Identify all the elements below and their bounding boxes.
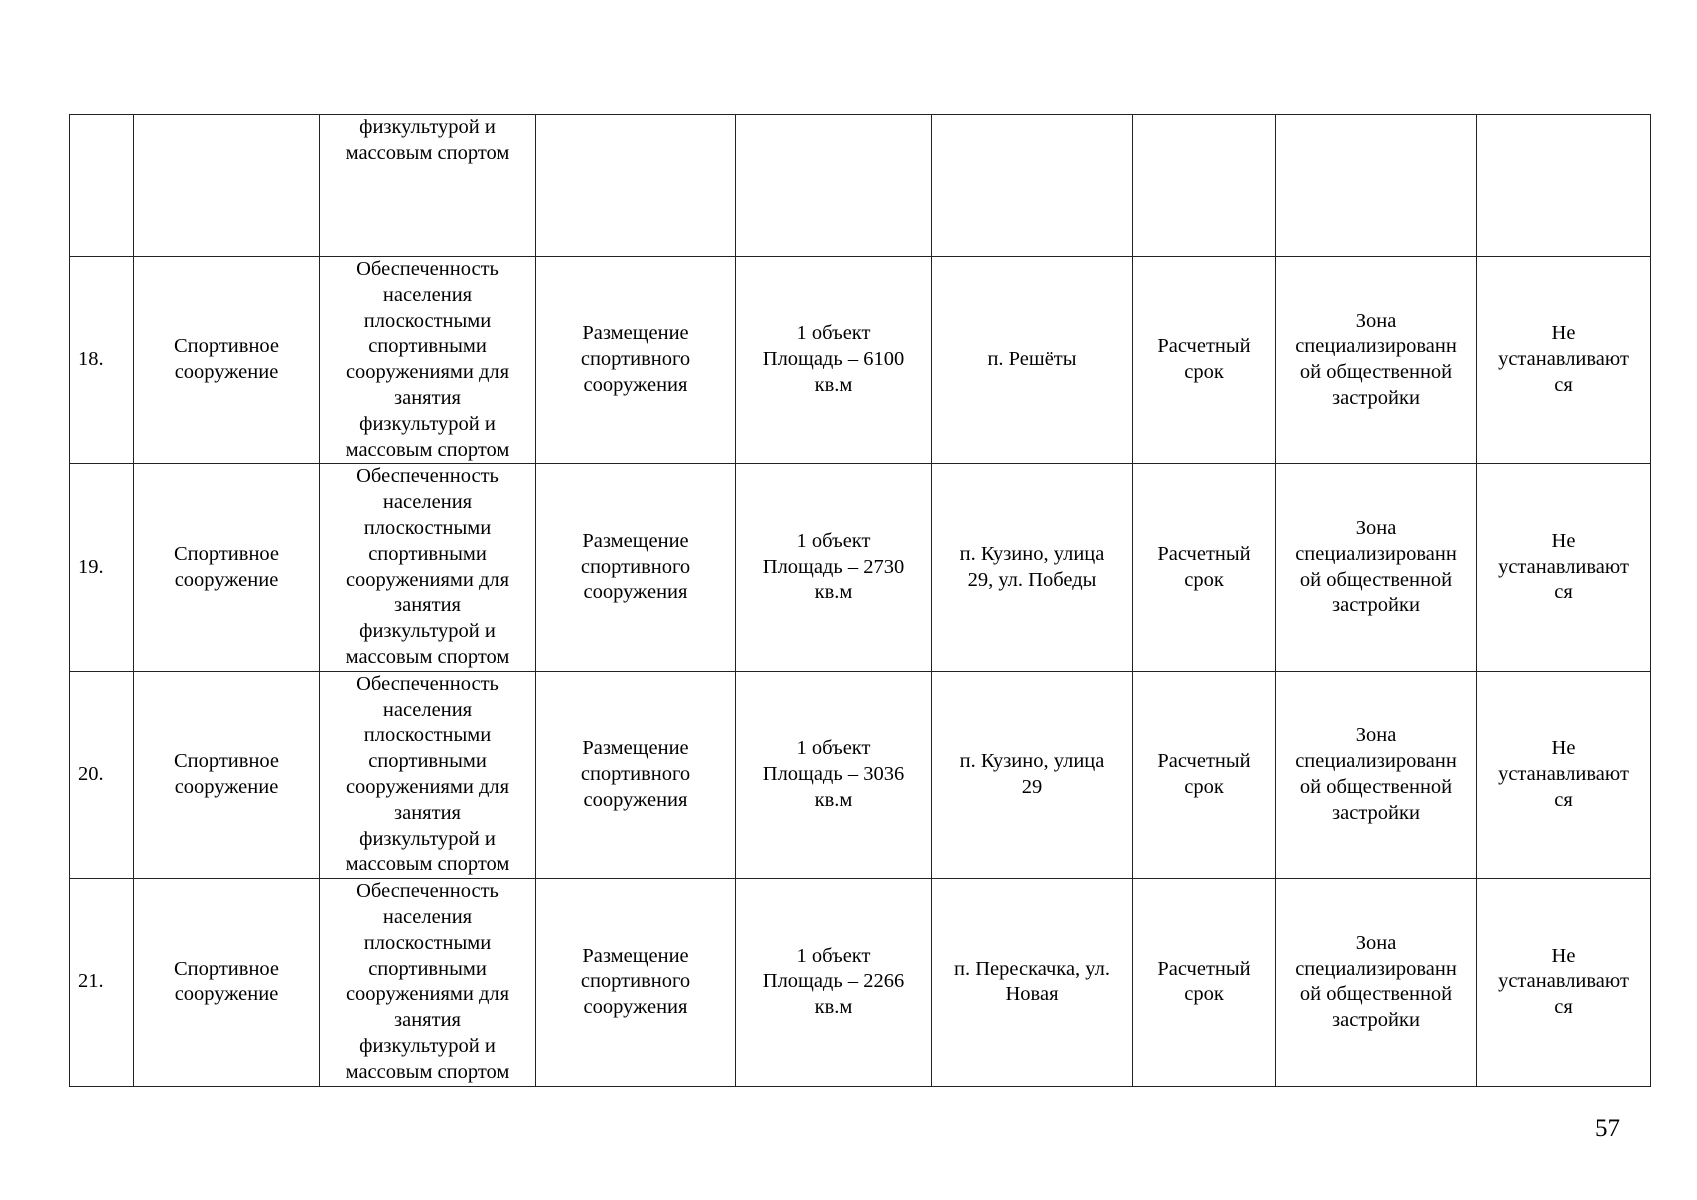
cell-capacity (736, 879, 932, 1086)
cell-indicator (320, 464, 536, 671)
text-line: сооружения (583, 996, 688, 1019)
text-line: Спортивное (173, 542, 280, 565)
text-line: Площадь – 2266 (762, 970, 905, 993)
cell-location (932, 879, 1133, 1086)
text-line: Площадь – 2730 (762, 555, 905, 578)
text-line: застройки (1332, 1009, 1420, 1032)
text-line: сооружениями для (345, 568, 510, 591)
table-row (70, 464, 1651, 671)
text-line: ся (1554, 581, 1573, 604)
text-line: кв.м (814, 581, 853, 604)
text-line: спортивными (368, 957, 487, 980)
text-line: занятия (394, 801, 461, 824)
cell-indicator (320, 115, 536, 257)
text-line: ой общественной (1299, 361, 1453, 384)
text-line: 1 объект (796, 944, 871, 967)
text-line: устанавливают (1498, 555, 1629, 578)
text-line: плоскостными (363, 516, 492, 539)
text-line: Расчетный (1157, 335, 1251, 358)
cell-purpose (536, 671, 736, 878)
text-line: спортивного (580, 555, 691, 578)
cell-purpose (536, 879, 736, 1086)
text-line: срок (1184, 568, 1224, 591)
text-line: сооружения (583, 581, 688, 604)
text-line: ой общественной (1299, 775, 1453, 798)
text-line: спортивного (580, 763, 691, 786)
cell-capacity (736, 464, 932, 671)
cell-purpose (536, 257, 736, 464)
text-line: 1 объект (796, 737, 871, 760)
text-line: Спортивное (173, 335, 280, 358)
text-line: Зона (1355, 309, 1397, 332)
text-line: застройки (1332, 801, 1420, 824)
cell-restrictions (1477, 257, 1651, 464)
text-line: Не (1551, 529, 1576, 552)
text-line: Размещение (582, 322, 689, 345)
text-line: занятия (394, 594, 461, 617)
text-line: Расчетный (1157, 542, 1251, 565)
cell-location (932, 115, 1133, 257)
cell-name (134, 671, 320, 878)
cell-purpose (536, 115, 736, 257)
text-line: занятия (394, 386, 461, 409)
text-line: плоскостными (363, 931, 492, 954)
cell-zone (1276, 671, 1477, 878)
text-line: Не (1551, 322, 1576, 345)
text-line: сооружениями для (345, 775, 510, 798)
text-line: сооружениями для (345, 361, 510, 384)
text-line: спортивными (368, 335, 487, 358)
cell-zone (1276, 115, 1477, 257)
text-line: занятия (394, 1009, 461, 1032)
cell-capacity (736, 671, 932, 878)
text-line: Не (1551, 944, 1576, 967)
table-row (70, 257, 1651, 464)
text-line: сооружение (174, 983, 279, 1006)
cell-term (1133, 464, 1276, 671)
text-line: Обеспеченность (356, 258, 499, 280)
cell-restrictions (1477, 115, 1651, 257)
text-line: Спортивное (173, 750, 280, 773)
text-line: ся (1554, 374, 1573, 397)
cell-location (932, 671, 1133, 878)
text-line: Расчетный (1157, 750, 1251, 773)
cell-zone (1276, 257, 1477, 464)
text-line: массовым спортом (345, 645, 510, 668)
text-line: ой общественной (1299, 983, 1453, 1006)
text-line: физкультурой и (359, 827, 496, 850)
text-line: специализированн (1295, 335, 1457, 358)
cell-number: 19. (70, 464, 134, 671)
text-line: физкультурой и (359, 116, 496, 138)
cell-zone (1276, 464, 1477, 671)
text-line: устанавливают (1498, 348, 1629, 371)
text-line: Спортивное (173, 957, 280, 980)
cell-name (134, 115, 320, 257)
text-line: сооружение (174, 568, 279, 591)
cell-restrictions (1477, 464, 1651, 671)
cell-name (134, 464, 320, 671)
text-line: специализированн (1295, 542, 1457, 565)
text-line: срок (1184, 775, 1224, 798)
text-line: застройки (1332, 594, 1420, 617)
text-line: устанавливают (1498, 763, 1629, 786)
text-line: населения (382, 905, 473, 928)
objects-table (69, 114, 1651, 1087)
text-line: срок (1184, 983, 1224, 1006)
page-number: 57 (1595, 1115, 1620, 1142)
cell-term (1133, 257, 1276, 464)
text-line: п. Решёты (987, 348, 1077, 371)
text-line: ой общественной (1299, 568, 1453, 591)
text-line: Расчетный (1157, 957, 1251, 980)
text-line: устанавливают (1498, 970, 1629, 993)
text-line: Зона (1355, 931, 1397, 954)
text-line: плоскостными (363, 309, 492, 332)
cell-term (1133, 115, 1276, 257)
text-line: Размещение (582, 529, 689, 552)
text-line: плоскостными (363, 724, 492, 747)
text-line: кв.м (814, 996, 853, 1019)
text-line: физкультурой и (359, 1034, 496, 1057)
text-line: специализированн (1295, 957, 1457, 980)
text-line: сооружение (174, 775, 279, 798)
text-line: срок (1184, 361, 1224, 384)
cell-term (1133, 879, 1276, 1086)
text-line: сооружение (174, 361, 279, 384)
text-line: 29, ул. Победы (967, 568, 1097, 591)
text-line: Обеспеченность (356, 672, 499, 695)
table-row (70, 879, 1651, 1086)
text-line: Новая (1005, 983, 1059, 1006)
text-line: населения (382, 283, 473, 306)
text-line: сооружениями для (345, 983, 510, 1006)
text-line: массовым спортом (345, 438, 510, 461)
text-line: Площадь – 3036 (762, 763, 905, 786)
text-line: 1 объект (796, 529, 871, 552)
text-line: застройки (1332, 386, 1420, 409)
text-line: п. Кузино, улица (959, 542, 1105, 565)
cell-number: 21. (70, 879, 134, 1086)
text-line: кв.м (814, 374, 853, 397)
cell-indicator (320, 257, 536, 464)
text-line: физкультурой и (359, 620, 496, 643)
text-line: физкультурой и (359, 412, 496, 435)
text-line: массовым спортом (345, 141, 510, 164)
table-row-continuation (70, 115, 1651, 257)
text-line: п. Перескачка, ул. (953, 957, 1111, 980)
text-line: Размещение (582, 944, 689, 967)
text-line: сооружения (583, 374, 688, 397)
cell-indicator (320, 879, 536, 1086)
text-line: Зона (1355, 516, 1397, 539)
text-line: спортивными (368, 542, 487, 565)
cell-restrictions (1477, 879, 1651, 1086)
text-line: ся (1554, 788, 1573, 811)
cell-purpose (536, 464, 736, 671)
cell-name (134, 257, 320, 464)
cell-term (1133, 671, 1276, 878)
text-line: п. Кузино, улица (959, 750, 1105, 773)
text-line: 29 (1021, 775, 1043, 798)
text-line: спортивного (580, 348, 691, 371)
text-line: массовым спортом (345, 853, 510, 876)
text-line: ся (1554, 996, 1573, 1019)
cell-indicator (320, 671, 536, 878)
cell-location (932, 464, 1133, 671)
text-line: специализированн (1295, 750, 1457, 773)
cell-number (70, 115, 134, 257)
text-line: населения (382, 491, 473, 514)
text-line: массовым спортом (345, 1060, 510, 1083)
cell-zone (1276, 879, 1477, 1086)
table-row (70, 671, 1651, 878)
text-line: спортивными (368, 750, 487, 773)
text-line: Размещение (582, 737, 689, 760)
text-line: сооружения (583, 788, 688, 811)
text-line: Зона (1355, 724, 1397, 747)
cell-number: 20. (70, 671, 134, 878)
cell-restrictions (1477, 671, 1651, 878)
text-line: Обеспеченность (356, 880, 499, 903)
text-line: спортивного (580, 970, 691, 993)
cell-capacity (736, 115, 932, 257)
cell-name (134, 879, 320, 1086)
text-line: 1 объект (796, 322, 871, 345)
text-line: населения (382, 698, 473, 721)
cell-location (932, 257, 1133, 464)
cell-capacity (736, 257, 932, 464)
cell-number: 18. (70, 257, 134, 464)
text-line: Обеспеченность (356, 465, 499, 488)
text-line: Площадь – 6100 (762, 348, 905, 371)
text-line: Не (1551, 737, 1576, 760)
text-line: кв.м (814, 788, 853, 811)
